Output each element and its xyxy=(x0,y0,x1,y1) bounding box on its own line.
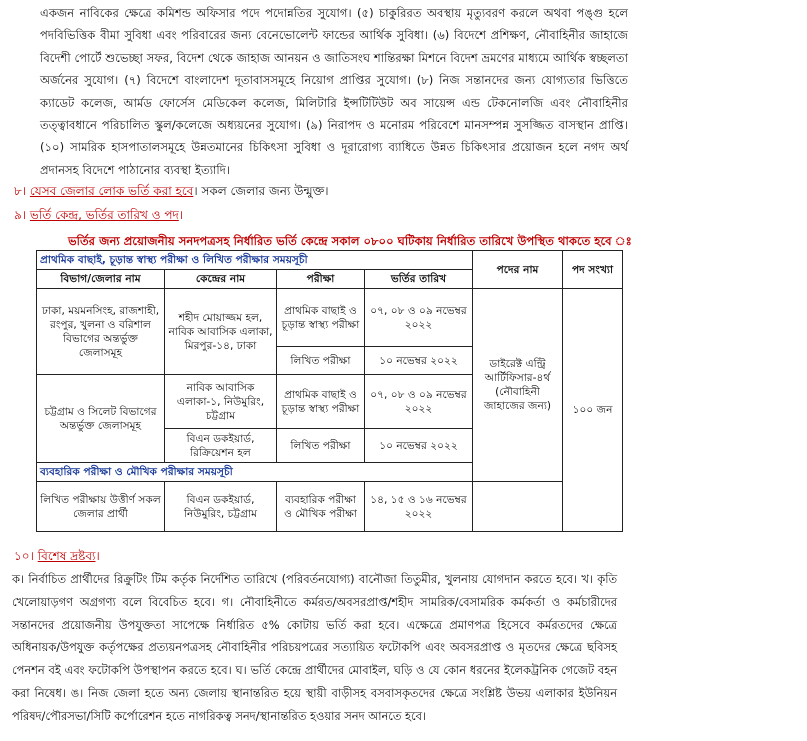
section-9-heading: ভর্তি কেন্দ্র, ভর্তির তারিখ ও পদ xyxy=(29,208,179,222)
section-10-number: ১০। xyxy=(14,549,34,563)
attendance-instruction: ভর্তির জন্য প্রয়োজনীয় সনদপত্রসহ নির্ধারিত ভর্তি কেন্দ্রে সকাল ০৮০০ ঘটিকায় নির্ধারিত তারিখে উপস্থিত থাকতে হবে ঃ xyxy=(68,234,632,248)
header-division: বিভাগ/জেলার নাম xyxy=(37,270,165,289)
exam-preliminary: প্রাথমিক বাছাই ও চূড়ান্ত স্বাস্থ্য পরীক্ষা xyxy=(277,289,365,347)
exam-practical-viva: ব্যবহারিক পরীক্ষা ও মৌখিক পরীক্ষা xyxy=(277,482,365,532)
date-written: ১০ নভেম্বর ২০২২ xyxy=(365,347,473,375)
division-all-passed: লিখিত পরীক্ষায় উত্তীর্ণ সকল জেলার প্রার্থী xyxy=(37,482,165,532)
post-name: ডাইরেক্ট এন্ট্রি আর্টিফিসার-৪র্থ (নৌবাহিনী জাহাজের জন্য) xyxy=(473,289,563,482)
post-name-continued xyxy=(473,482,563,532)
benefits-paragraph xyxy=(40,2,628,181)
special-notes xyxy=(12,568,617,728)
section-8-text: । সকল জেলার জন্য উন্মুক্ত। xyxy=(193,184,329,198)
header-post-count: পদ সংখ্যা xyxy=(563,251,623,289)
section-9-number: ৯। xyxy=(14,208,27,222)
center-chattogram: নাবিক আবাসিক এলাকা-১, নিউমুরিং, চট্টগ্রাম xyxy=(165,375,277,429)
header-exam: পরীক্ষা xyxy=(277,270,365,289)
schedule-table xyxy=(36,250,623,532)
date-preliminary: ০৭, ০৮ ও ০৯ নভেম্বর ২০২২ xyxy=(365,289,473,347)
date-practical-viva: ১৪, ১৫ ও ১৬ নভেম্বর ২০২২ xyxy=(365,482,473,532)
section-10-heading: বিশেষ দ্রষ্টব্য xyxy=(37,549,96,563)
section-8-heading: যেসব জেলার লোক ভর্তি করা হবে xyxy=(29,184,194,198)
center-dockyard: বিএন ডকইয়ার্ড, নিউমুরিং, চট্টগ্রাম xyxy=(165,482,277,532)
post-count: ১০০ জন xyxy=(563,289,623,532)
exam-preliminary-ctg: প্রাথমিক বাছাই ও চূড়ান্ত স্বাস্থ্য পরীক্ষা xyxy=(277,375,365,429)
section-10-tail: । xyxy=(95,549,100,563)
section-8 xyxy=(14,182,329,200)
date-preliminary-ctg: ০৭, ০৮ ও ০৯ নভেম্বর ২০২২ xyxy=(365,375,473,429)
section-8-number: ৮। xyxy=(14,184,27,198)
header-date: ভর্তির তারিখ xyxy=(365,270,473,289)
special-notes-text: ক। নির্বাচিত প্রার্থীদের রিক্রুটিং টিম কর্তৃক নির্দেশিত তারিখে (পরিবর্তনযোগ্য) বানৌজা তিতুমীর, খুলনায় যোগদান করতে হবে। খ। কৃতি খেলোয়াড়গণ অগ্রগণ্য বলে বিবেচিত হবে। গ। নৌবাহিনীতে কর্মরত/অবসরপ্রাপ্ত/শহীদ সামরিক/বেসামরিক কর্মকর্তা ও কর্মচারীদের সন্তানদের প্রয়োজনীয় উপযুক্ততা সাপেক্ষে নির্ধারিত ৫% কোটায় ভর্তি করা হবে। এক্ষেত্রে প্রমাণপত্র হিসেবে কর্মরতদের ক্ষেত্রে অধিনায়ক/উপযুক্ত কর্তৃপক্ষের প্রত্যয়নপত্রসহ নৌবাহিনীর পরিচয়পত্রের সত্যায়িত ফটোকপি এবং অবসরপ্রাপ্ত ও মৃতদের ক্ষেত্রে ছবিসহ পেনশন বই এবং ফটোকপি উপস্থাপন করতে হবে। ঘ। ভর্তি কেন্দ্রে প্রার্থীদের মোবাইল, ঘড়ি ও যে কোন ধরনের ইলেকট্রনিক গেজেট বহন করা নিষেধ। ঙ। নিজ জেলা হতে অন্য জেলায় স্থানান্তরিত হয়ে স্থায়ী বাড়ীসহ বসবাসকৃতদের ক্ষেত্রে সংশ্লিষ্ট উভয় এলাকার ইউনিয়ন পরিষদ/পৌরসভা/সিটি কর্পোরেশন হতে নাগরিকত্ব সনদ/স্থানান্তরিত হওয়ার সনদ আনতে হবে। xyxy=(12,572,617,723)
schedule-title-written: প্রাথমিক বাছাই, চূড়ান্ত স্বাস্থ্য পরীক্ষা ও লিখিত পরীক্ষার সময়সূচী xyxy=(37,251,473,270)
section-9 xyxy=(14,206,183,224)
header-post-name: পদের নাম xyxy=(473,251,563,289)
center-dockyard-hall: বিএন ডকইয়ার্ড, রিক্রিয়েশন হল xyxy=(165,429,277,463)
exam-written-ctg: লিখিত পরীক্ষা xyxy=(277,429,365,463)
section-10 xyxy=(14,547,100,565)
division-dhaka-group: ঢাকা, ময়মনসিংহ, রাজশাহী, রংপুর, খুলনা ও বরিশাল বিভাগের অন্তর্ভুক্ত জেলাসমূহ xyxy=(37,289,165,375)
center-dhaka: শহীদ মোয়াজ্জম হল, নাবিক আবাসিক এলাকা, মিরপুর-১৪, ঢাকা xyxy=(165,289,277,375)
header-center: কেন্দ্রের নাম xyxy=(165,270,277,289)
division-chattogram-group: চট্টগ্রাম ও সিলেট বিভাগের অন্তর্ভুক্ত জেলাসমূহ xyxy=(37,375,165,463)
schedule-title-practical: ব্যবহারিক পরীক্ষা ও মৌখিক পরীক্ষার সময়সূচী xyxy=(37,463,473,482)
exam-written: লিখিত পরীক্ষা xyxy=(277,347,365,375)
benefits-text: একজন নাবিকের ক্ষেত্রে কমিশন্ড অফিসার পদে পদোন্নতির সুযোগ। (৫) চাকুরিরত অবস্থায় মৃত্যুবরণ করলে অথবা পঙ্গু হলে পদবিভিত্তিক বীমা সুবিধা এবং পরিবারের জন্য বেনেভোলেন্ট ফান্ডের আর্থিক সুবিধা। (৬) বিদেশে প্রশিক্ষণ, নৌবাহিনীর জাহাজে বিদেশী পোর্টে শুভেচ্ছা সফর, বিদেশ থেকে জাহাজ আনয়ন ও জাতিসংঘ শান্তিরক্ষা মিশনে বিদেশ ভ্রমণের মাধ্যমে আর্থিক স্বচ্ছলতা অর্জনের সুযোগ। (৭) বিদেশে বাংলাদেশ দূতাবাসসমূহে নিয়োগ প্রাপ্তির সুযোগ। (৮) নিজ সন্তানদের জন্য যোগ্যতার ভিত্তিতে ক্যাডেট কলেজ, আর্মড ফোর্সেস মেডিকেল কলেজ, মিলিটারি ইন্সটিটিউট অব সায়েন্স এন্ড টেকনোলজি এবং নৌবাহিনীর তত্ত্বাবধানে পরিচালিত স্কুল/কলেজে অধ্যয়নের সুযোগ। (৯) নিরাপদ ও মনোরম পরিবেশে মানসম্পন্ন সুসজ্জিত বাসস্থান প্রাপ্তি। (১০) সামরিক হাসপাতালসমূহে উন্নতমানের চিকিৎসা সুবিধা ও দূরারোগ্য ব্যাধিতে উন্নত চিকিৎসার প্রয়োজন হলে নগদ অর্থ প্রদানসহ বিদেশে পাঠানোর ব্যবস্থা ইত্যাদি। xyxy=(40,6,628,177)
section-9-tail: । xyxy=(178,208,184,222)
date-written-ctg: ১০ নভেম্বর ২০২২ xyxy=(365,429,473,463)
